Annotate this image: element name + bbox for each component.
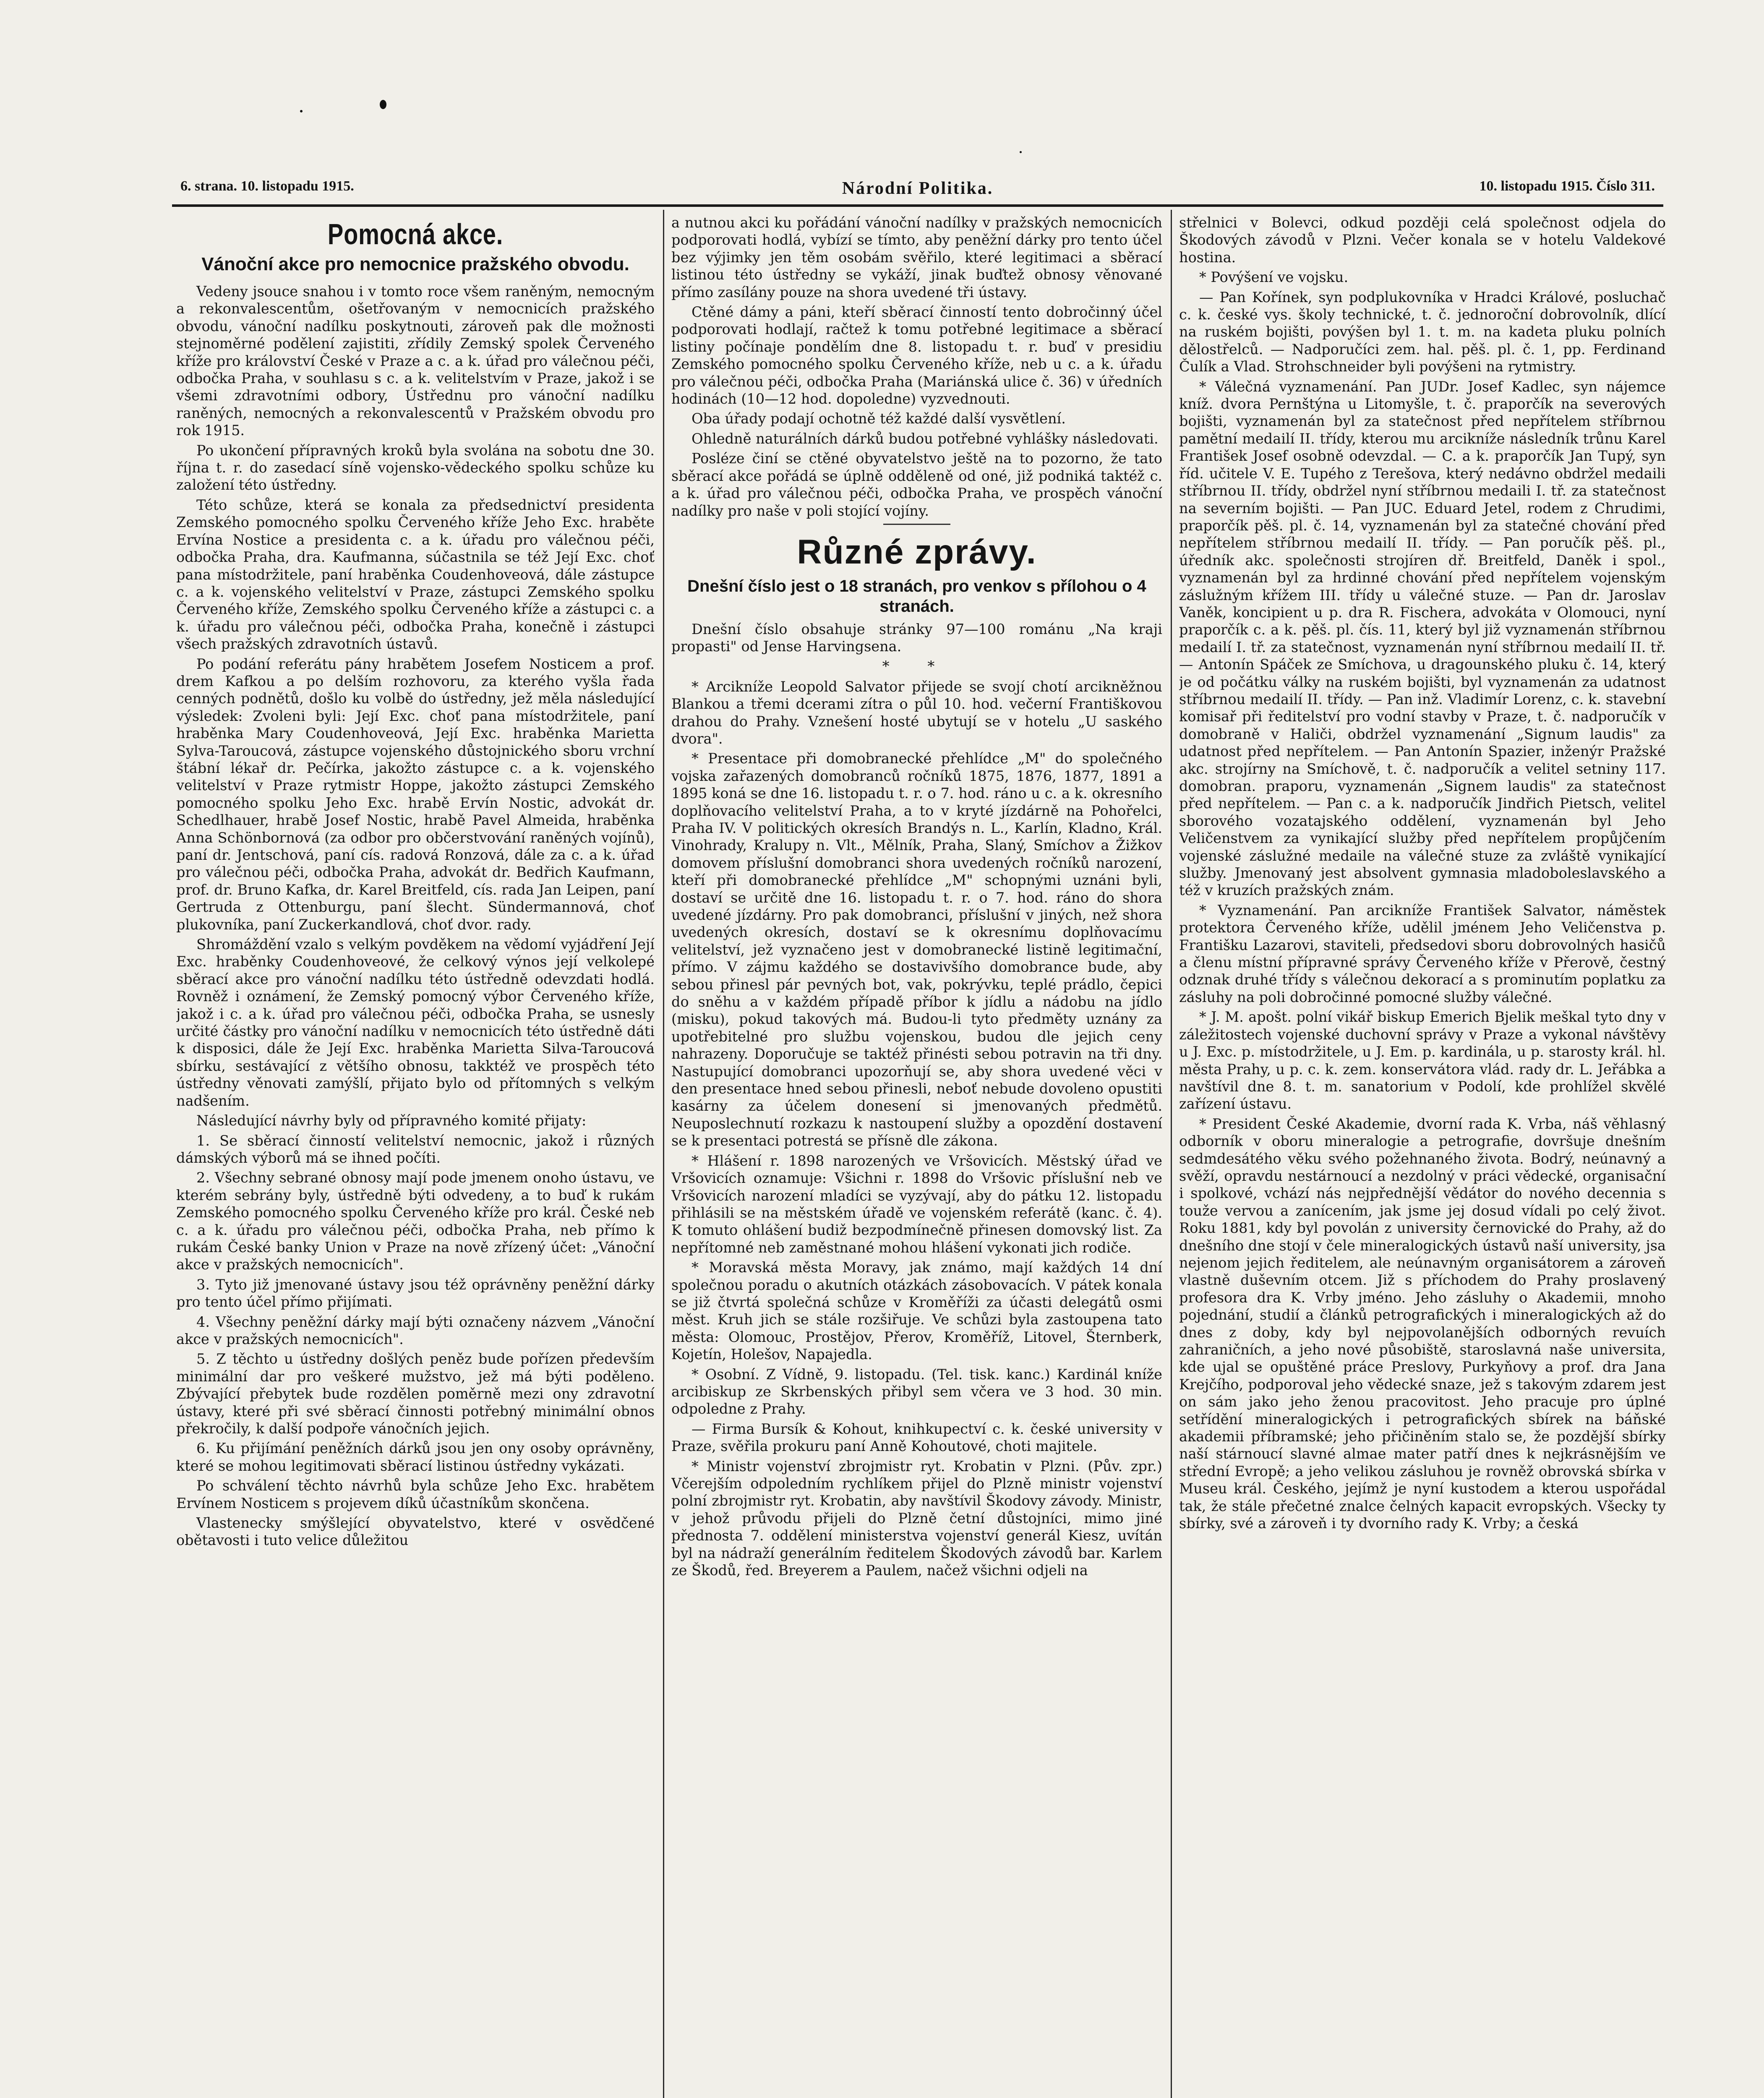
paragraph: Této schůze, která se konala za předsednictví presidenta Zemského pomocného spolku Červeného kříže Jeho Exc. hraběte Ervína Nostice a presidenta c. a k. úřadu pro válečnou péči, odbočka Praha, dra. Kaufmanna, súčastnila se též Její Exc. choť pana místodržitele, paní hraběnka Coudenhoveová, dále zástupce c. a k. vojenského velitelství v Praze, zástupci Zemského spolku Červeného kříže, Zemského spolku Červeného kříže a zástupci c. a k. úřadu pro válečnou péči, odbočka Praha, konečně i zástupci všech pražských zdravotních ústavů.: [176, 496, 655, 652]
paragraph: — Firma Bursík & Kohout, knihkupectví c. k. české university v Praze, svěřila prokuru paní Anně Kohoutové, choti majitele.: [671, 1420, 1162, 1455]
paragraph: Ohledně naturálních dárků budou potřebné vyhlášky následovati.: [692, 430, 1159, 447]
paragraph: * Hlášení r. 1898 narozených ve Vršovicích. Městský úřad ve Vršovicích oznamuje: Všichni r. 1898 do Vršovic příslušní neb ve Vršovicích narození mladíci se vyzývají, aby do pátku 12. listopadu přihlásili se na městském úřadě ve vojenském referátě (kanc. č. 4). K tomuto ohlášení budiž bezpodmínečně přinesen domovský list. Za nepřítomné neb zaměstnané mohou hlášení vykonati jich rodiče.: [671, 1152, 1162, 1256]
paragraph: * J. M. apošt. polní vikář biskup Emerich Bjelik meškal tyto dny v záležitostech vojenské duchovní správy v Praze a vykonal návštěvy u J. Exc. p. místodržitele, u J. Em. p. kardinála, u p. starosty král. hl. města Prahy, u p. c. k. zem. konservátora vlád. rady dr. L. Jeřábka a navštívil dne 8. t. m. sanatorium v Podolí, kde prohlížel skvělé zařízení ústavu.: [1179, 1009, 1666, 1112]
section-subtitle: Dnešní číslo jest o 18 stranách, pro venkov s přílohou o 4 stranách.: [687, 577, 1146, 616]
paragraph: * Povýšení ve vojsku.: [1199, 269, 1349, 286]
column-divider: [1171, 210, 1172, 2098]
column-2: [671, 214, 1162, 2098]
section-title: Různé zprávy.: [797, 532, 1037, 571]
column-3: [1179, 214, 1666, 2098]
page-header: [180, 178, 1655, 208]
paragraph: * Válečná vyznamenání. Pan JUDr. Josef Kadlec, syn nájemce kníž. dvora Pernštýna u Litomyšle, t. č. praporčík na severových bojišti, vyznamenán byl za statečnost před nepřítelem stříbrnou pamětní medailí II. třídy, kterou mu arcikníže následník trůnu Karel František Josef osobně odevzdal. — C. a k. praporčík Jan Tupý, syn říd. učitele V. E. Tupého z Terešova, který nedávno obdržel medaili stříbrnou II. třídy, obdržel nyní stříbrnou medaili I. tř. za statečnost na severním bojišti. — Pan JUC. Eduard Jetel, rodem z Chrudimi, praporčík pěš. pl. č. 14, vyznamenán byl za statečné chování před nepřítelem stříbrnou medailí II. třídy. — Pan poručík pěš. pl., úředník akc. společnosti strojíren dř. Breitfeld, Daněk i spol., vyznamenán byl za hrdinné chování před nepřítelem vojenským záslužným křížem III. třídy u válečné stuze. — Pan dr. Jaroslav Vaněk, koncipient u p. dra R. Fischera, advokáta v Olomouci, nyní praporčík c. a k. pěš. pl. čís. 11, který byl již vyznamenán stříbrnou medailí I. tř. za statečnost, vyznamenán nyní stříbrnou medailí II. tř. — Antonín Spáček ze Smíchova, u dragounského pluku č. 14, který je od počátku války na ruském bojišti, byl vyznamenán za udatnost stříbrnou medailí II. třídy. — Pan inž. Vladimír Lorenz, c. k. stavební komisař při ředitelství pro vodní stavby v Praze, t. č. nadporučík v domobraně v Haliči, obdržel vyznamenání „Signum laudis" za udatnost před nepřítelem. — Pan Antonín Spazier, inženýr Pražské akc. strojírny na Smíchově, t. č. nadporučík a velitel setniny 117. domobran. praporu, vyznamenán „Signem laudis" za statečnost před nepřítelem. — Pan c. a k. nadporučík Jindřich Pietsch, velitel sborového vozatajského oddělení, vyznamenán byl Jeho Veličenstvem za vynikající služby před nepřítelem propůjčením vojenské záslužné medaile na válečné stuze za zvláště vynikající služby. Jmenovaný jest absolvent gymnasia mladoboleslavského a též v kruzích pražských znám.: [1179, 378, 1666, 899]
paragraph: střelnici v Bolevci, odkud později celá společnost odjela do Škodových závodů v Plzni. Večer konala se v hotelu Valdekové hostina.: [1179, 214, 1666, 266]
paragraph: Po schválení těchto návrhů byla schůze Jeho Exc. hrabětem Ervínem Nosticem s projevem díků účastníkům skončena.: [176, 1477, 655, 1511]
paragraph: * Arcikníže Leopold Salvator přijede se svojí chotí arcikněžnou Blankou a třemi dcerami zítra o půl 10. hod. večerní Františkovou drahou do Prahy. Vznešení hosté ubytují se v hotelu „U saského dvora".: [671, 678, 1162, 747]
paragraph: Dnešní číslo obsahuje stránky 97—100 románu „Na kraji propasti" od Jense Harvingsena.: [671, 621, 1162, 655]
paragraph: Po ukončení přípravných kroků byla svolána na sobotu dne 30. října t. r. do zasedací síně vojensko-vědeckého spolku schůze ku založení této ústředny.: [176, 442, 655, 493]
column-divider: [663, 210, 664, 2098]
paragraph: 2. Všechny sebrané obnosy mají pode jmenem onoho ústavu, ve kterém sebrány byly, ústředně býti odvedeny, a to buď k rukám Zemského pomocného spolku Červeného kříže pro král. České neb c. a k. úřadu pro válečnou péči, odbočka Praha, neb přímo k rukám České banky Union v Praze na nově zřízený účet: „Vánoční akce v pražských nemocnicích".: [176, 1169, 655, 1273]
paragraph: Vedeny jsouce snahou i v tomto roce všem raněným, nemocným a rekonvalescentům, ošetřovaným v nemocnicích pražského obvodu, vánoční nadílku poskytnouti, zároveň pak dle možnosti stejnoměrné podělení zajistiti, zřídily Zemský spolek Červeného kříže pro království České v Praze a c. a k. úřad pro válečnou péči, odbočka Praha, v souhlasu s c. a k. velitelstvím v Praze, jakož i se všemi zdravotními odbory, Ústřednu pro vánoční nadílku raněných, nemocných a rekonvalescentů v Pražském obvodu pro rok 1915.: [176, 283, 655, 439]
paragraph: 5. Z těchto u ústředny došlých peněz bude pořízen především minimální dar pro veškeré mužstvo, jež má býti poděleno. Zbývající přebytek bude rozdělen poměrně mezi ony zdravotní ústavy, které při své sběrací činnosti potřebný minimální obnos překročily, k další podpoře vánočních jejich.: [176, 1351, 655, 1437]
paragraph: * President České Akademie, dvorní rada K. Vrba, náš věhlasný odborník v oboru mineralogie a petrografie, dovršuje dnešním sedmdesátého věku svého požehnaného života. Bodrý, neúnavný a svěží, opravdu nestárnoucí a nezdolný v práci vědecké, organisační i spolkové, vchází nás nejpřednější vědátor do nového decennia s touže vervou a zanícením, jak jsme jej dosud vídali po celý život. Roku 1881, kdy byl povolán z university černovické do Prahy, až do dnešního dne stojí v čele mineralogických ústavů naší university, jsa nejenom jejich ředitelem, ale neúnavným organisátorem a zároveň vlastně duševním otcem. Již s příchodem do Prahy proslavený profesora dra K. Vrby jméno. Jeho zásluhy o Akademii, mnoho pojednání, studií a článků petrografických i mineralogických až do dnes z doby, kdy byl nejpovolanějších odborných revuích zahraničních, a jeho nové působiště, staroslavná naše universita, kde ujal se opuštěné práce Preslovy, Purkyňovy a prof. dra Jana Krejčího, podporoval jeho vědecké snaze, jež s takovým zdarem jest on sám jako jeho ženou pracovitost. Jeho pracuje pro úplné setřídění mineralogických i petrografických sbírek na báňské akademii příbramské; jeho přičiněním stalo se, že pozdější sbírky naší stárnoucí slavné almae mater patří dnes k nejkrásnějším ve střední Evropě; a jeho velikou zásluhou je rovněž obrovská sbírka v Museu král. Českého, jejímž je nyní kustodem a kterou uspořádal tak, že stále přečetné znalce čelných kapacit evropských. Všecky ty sbírky, své a zároveň i ty dvorního rady K. Vrby; a česká: [1179, 1115, 1666, 1532]
paragraph: Ctěné dámy a páni, kteří sběrací činností tento dobročinný účel podporovati hodlají, račtež k tomu potřebné legitimace a sběrací listiny počínaje pondělím dne 8. listopadu t. r. buď v presidiu Zemského pomocného spolku Červeného kříže, neb u c. a k. úřadu pro válečnou péči, odbočka Praha (Mariánská ulice č. 36) v úředních hodinách (10—12 hod. dopoledne) vyzvednouti.: [671, 304, 1162, 407]
paragraph: Posléze činí se ctěné obyvatelstvo ještě na to pozorno, že tato sběrací akce pořádá se úplně odděleně od oné, již podniká taktéž c. a k. úřad pro válečnou péči, odbočka Praha, ve prospěch vánoční nadílky pro naše v poli stojící vojíny.: [671, 450, 1162, 519]
paragraph: 3. Tyto již jmenované ústavy jsou též oprávněny peněžní dárky pro tento účel přímo přijímati.: [176, 1276, 655, 1310]
paragraph: * Ministr vojenství zbrojmistr ryt. Krobatin v Plzni. (Pův. zpr.) Včerejším odpoledním rychlíkem přijel do Plzně ministr vojenství polní zbrojmistr ryt. Krobatin, aby navštívil Škodovy závody. Ministr, v jehož průvodu přijeli do Plzně četní důstojníci, mimo jiné přednosta 7. oddělení ministerstva vojenství generál Kiesz, uvítán byl na nádraží generálním ředitelem Škodových závodů bar. Karlem ze Škodů, řed. Breyerem a Paulem, načež všichni odjeli na: [671, 1458, 1162, 1579]
masthead-title: Národní Politika.: [842, 179, 994, 198]
article-title: Pomocná akce.: [327, 218, 504, 251]
paragraph: * Vyznamenání. Pan arcikníže František Salvator, náměstek protektora Červeného kříže, udělil jménem Jeho Veličenstva p. Františku Lazarovi, staviteli, předsedovi sboru dobrovolných hasičů a členu místní přípravné správy Červeného kříže v Přerově, čestný odznak druhé třídy s válečnou dekorací a s prominutím poplatku za zásluhy na poli dobročinné pomocné služby válečné.: [1179, 902, 1666, 1005]
paragraph: 4. Všechny peněžní dárky mají býti označeny názvem „Vánoční akce v pražských nemocnicích".: [176, 1313, 655, 1347]
header-rule: [172, 204, 1663, 207]
header-right: 10. listopadu 1915. Číslo 311.: [1479, 178, 1655, 194]
article-subtitle: Vánoční akce pro nemocnice pražského obvodu.: [201, 254, 629, 274]
column-1: [176, 214, 655, 2098]
paragraph: 1. Se sběrací činností velitelství nemocnic, jakož i různých dámských výborů má se ihned počíti.: [176, 1132, 655, 1166]
paragraph: * Presentace při domobranecké přehlídce „M" do společného vojska zařazených domobranců ročníků 1875, 1876, 1877, 1891 a 1895 koná se dne 16. listopadu t. r. o 7. hod. ráno u c. a k. okresního doplňovacího velitelství Praha, a to v kryté jízdárně na Pohořelci, Praha IV. V politických okresích Brandýs n. L., Karlín, Kladno, Král. Vinohrady, Kralupy n. Vlt., Mělník, Praha, Slaný, Smíchov a Žižkov domovem příslušní domobranci shora uvedených ročníků narození, kteří při domobranecké přehlídce „M" schopnými uznáni byli, dostaví se určitě dne 16. listopadu t. r. o 7. hod. ráno do shora uvedené jízdárny. Pro pak domobranci, příslušní v jiných, než shora uvedených okresích, dostaví se k okresnímu doplňovacímu velitelství, jež vyznačeno jest v domobranecké listině legitimační, přímo. V zájmu každého se dostavivšího domobrance bude, aby sebou přinesl pár pevných bot, vak, pokrývku, teplé prádlo, čepici do sněhu a v každém případě příbor k jídlu a nádobu na jídlo (misku), pokud takových má. Budou-li tyto předměty uznány za upotřebitelné pro službu vojenskou, budou dle jejich ceny nahrazeny. Doporučuje se taktéž přinésti sebou potravin na tři dny. Nastupující domobranci upozorňují se, aby shora uvedené věci v den presentace hned sebou přinesli, neboť nebude dovoleno opustiti kasárny za účelem donesení si jmenovaných předmětů. Neuposlechnutí rozkazu k nastoupení služby a opozdění dostavení se k presentaci potrestá se přísně dle zákona.: [671, 750, 1162, 1149]
paragraph: Následující návrhy byly od přípravného komité přijaty:: [196, 1112, 587, 1129]
paragraph: Vlastenecky smýšlející obyvatelstvo, které v osvědčené obětavosti i tuto velice důležitou: [176, 1515, 655, 1549]
paragraph: * Osobní. Z Vídně, 9. listopadu. (Tel. tisk. kanc.) Kardinál kníže arcibiskup ze Skrbenských přibyl sem včera ve 3 hod. 30 min. odpoledne z Prahy.: [671, 1366, 1162, 1417]
paragraph: 6. Ku přijímání peněžních dárků jsou jen ony osoby oprávněny, které se mohou legitimovati sběrací listinou ústředny vykázati.: [176, 1440, 655, 1474]
paragraph: Po podání referátu pány hrabětem Josefem Nosticem a prof. drem Kafkou a po delším rozhovoru, za kterého vyšla řada cenných podnětů, došlo ku volbě do ústředny, jež měla následující výsledek: Zvoleni byli: Její Exc. choť pana místodržitele, paní hraběnka Mary Coudenhoveová, Její Exc. hraběnka Marietta Sylva-Taroucová, zástupce vojenského důstojnického sboru vrchní štábní lékař dr. Pečírka, jakožto zástupce c. a k. vojenského velitelství v Praze rytmistr Hoppe, jakožto zástupci Zemského pomocného spolku Jeho Exc. hrabě Ervín Nostic, advokát dr. Schedlhauer, hrabě Josef Nostic, hrabě Pavel Almeida, hraběnka Anna Schönbornová (za odbor pro občerstvování raněných vojínů), paní dr. Jentschová, paní cís. radová Ronzová, dále za c. a k. úřad pro válečnou péči, odbočka Praha, advokát dr. Bedřich Kaufmann, prof. dr. Bruno Kafka, dr. Karel Breitfeld, cís. rada Jan Leipen, paní Gertruda z Ottenburgu, paní šlecht. Sündermannová, choť plukovníka, paní Zuckerkandlová, choť dvor. rady.: [176, 655, 655, 933]
paragraph: Shromáždění vzalo s velkým povděkem na vědomí vyjádření Její Exc. hraběnky Coudenhoveové, že celkový výnos její velkolepé sběrací akce pro vánoční nadílku této ústředně odevzdati hodlá. Rovněž i oznámení, že Zemský pomocný výbor Červeného kříže, jakož i c. a k. úřad pro válečnou péči, odbočka Praha, se usnesly určité částky pro vánoční nadílku v nemocnicích této ústředně dáti k disposici, dále že Její Exc. hraběnka Marietta Silva-Taroucová sbírku, sestávající z většího obnosu, takktéž ve prospěch této ústředny věnovati zamýšlí, přijato bylo od přítomných s velkým nadšením.: [176, 936, 655, 1109]
section-stars: * *: [882, 658, 952, 675]
paragraph: * Moravská města Moravy, jak známo, mají každých 14 dní společnou poradu o akutních otázkách zásobovacích. V pátek konala se již čtvrtá společná schůze v Kroměříži za účasti delegátů osmi měst. Kruh jich se stále rozšiřuje. Ve schůzi byla zastoupena tato města: Olomouc, Prostějov, Přerov, Kroměříž, Litovel, Šternberk, Kojetín, Holešov, Napajedla.: [671, 1259, 1162, 1363]
header-left: 6. strana. 10. listopadu 1915.: [180, 178, 354, 194]
scan-speck: [1020, 151, 1022, 153]
paragraph: — Pan Kořínek, syn podplukovníka v Hradci Králové, posluchač c. k. české vys. školy technické, t. č. jednoroční dobrovolník, dlící na ruském bojišti, povýšen byl 1. t. m. na kadeta pluku polních dělostřelců. — Nadporučíci zem. hal. pěš. pl. č. 1, pp. Ferdinand Čulík a Vlad. Strohschneider byli povýšeni na rytmistry.: [1179, 289, 1666, 375]
paragraph: a nutnou akci ku pořádání vánoční nadílky v pražských nemocnicích podporovati hodlá, vybízí se tímto, aby peněžní dárky pro tento účel bez výjimky jen těm osobám svěřilo, které legitimaci a sběrací listinou této ústředny se vykáží, jinak buďtež obnosy věnované přímo zasílány pouze na shora uvedené tři ústavy.: [671, 214, 1162, 300]
section-divider: [883, 524, 950, 525]
scan-speck: [300, 110, 303, 112]
scan-speck: [380, 100, 386, 109]
paragraph: Oba úřady podají ochotně též každé další vysvětlení.: [692, 410, 1066, 427]
